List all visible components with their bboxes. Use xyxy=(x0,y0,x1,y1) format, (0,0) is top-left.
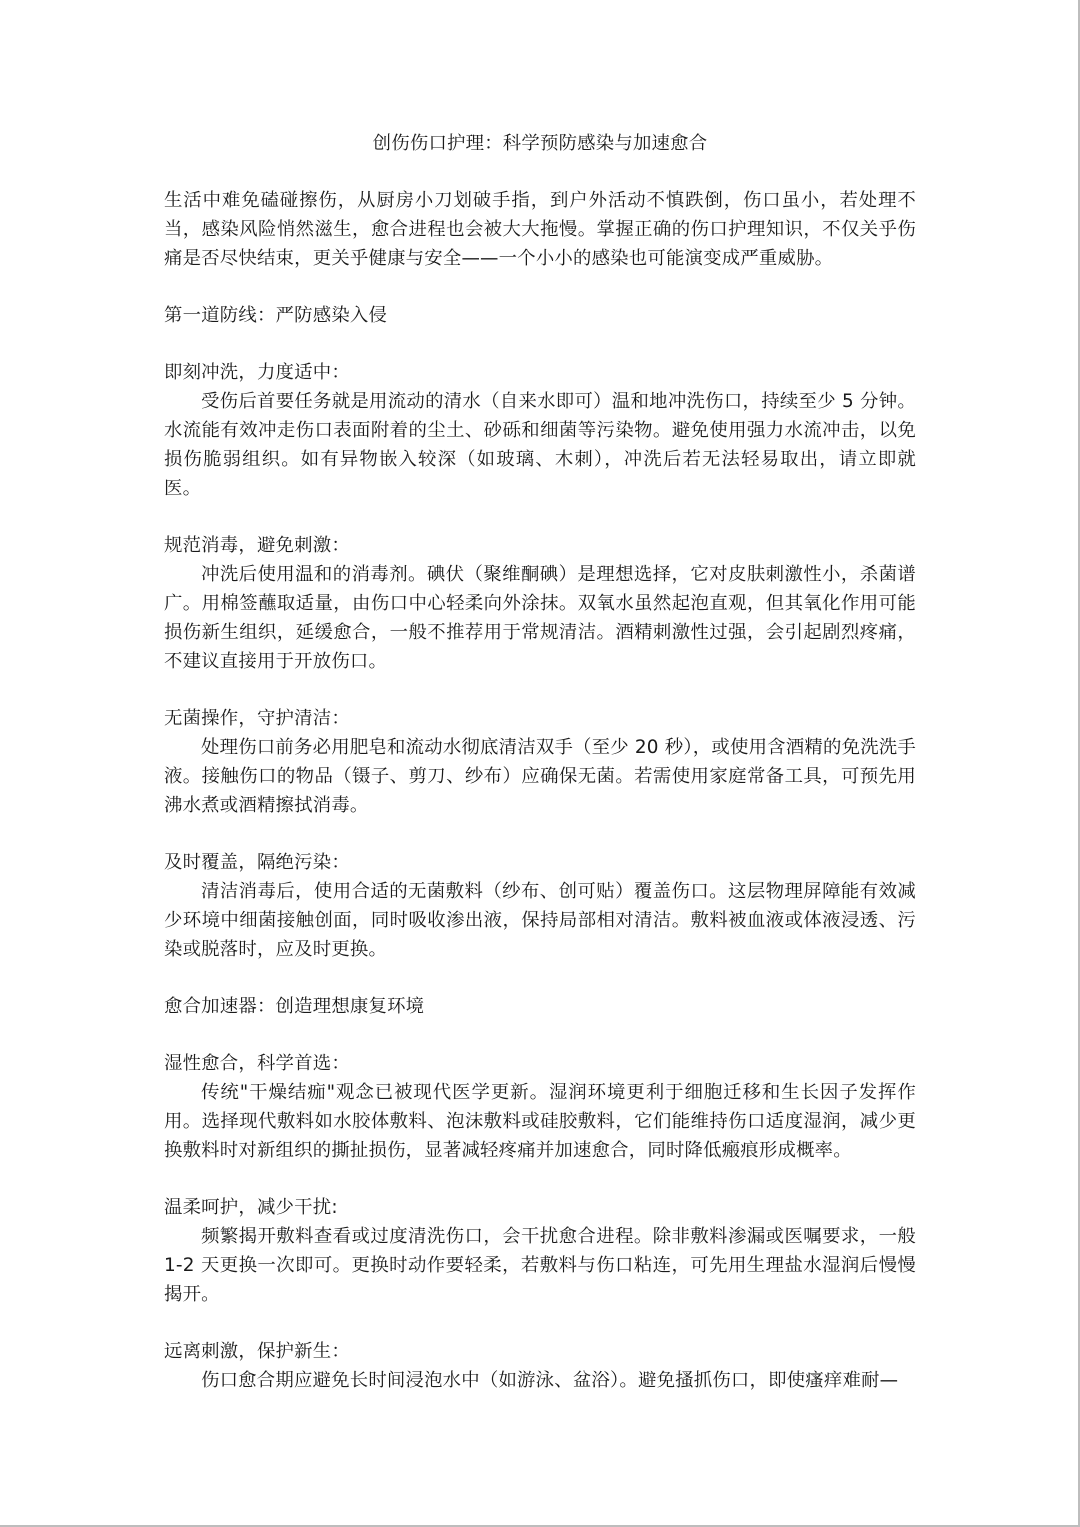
item-heading: 温柔呵护，减少干扰: xyxy=(164,1197,338,1218)
item-heading: 规范消毒，避免刺激： xyxy=(164,535,350,556)
item-heading: 即刻冲洗，力度适中： xyxy=(164,362,350,383)
item-body: 受伤后首要任务就是用流动的清水（自来水即可）温和地冲洗伤口，持续至少 5 分钟。水流能有效冲走伤口表面附着的尘土、砂砾和细菌等污染物。避免使用强力水流冲击，以免损伤脆弱组织。如有异物嵌入较深（如玻璃、木刺），冲洗后若无法轻易取出，请立即就医。 xyxy=(164,391,916,499)
section-heading-infection-prevention: 第一道防线：严防感染入侵 xyxy=(164,305,388,326)
item-body: 频繁揭开敷料查看或过度清洗伤口，会干扰愈合进程。除非敷料渗漏或医嘱要求，一般 1-2 天更换一次即可。更换时动作要轻柔，若敷料与伤口粘连，可先用生理盐水湿润后慢慢揭开。 xyxy=(164,1226,916,1305)
item-body: 传统"干燥结痂"观念已被现代医学更新。湿润环境更利于细胞迁移和生长因子发挥作用。选择现代敷料如水胶体敷料、泡沫敷料或硅胶敷料，它们能维持伤口适度湿润，减少更换敷料时对新组织的撕扯损伤，显著减轻疼痛并加速愈合，同时降低瘢痕形成概率。 xyxy=(164,1082,916,1161)
care-item xyxy=(164,358,916,503)
item-body: 冲洗后使用温和的消毒剂。碘伏（聚维酮碘）是理想选择，它对皮肤刺激性小，杀菌谱广。用棉签蘸取适量，由伤口中心轻柔向外涂抹。双氧水虽然起泡直观，但其氧化作用可能损伤新生组织，延缓愈合，一般不推荐用于常规清洁。酒精刺激性过强，会引起剧烈疼痛，不建议直接用于开放伤口。 xyxy=(164,564,916,672)
care-item xyxy=(164,531,916,676)
item-heading: 湿性愈合，科学首选： xyxy=(164,1053,350,1074)
care-item xyxy=(164,848,916,964)
care-item xyxy=(164,1049,916,1165)
care-item xyxy=(164,704,916,820)
item-heading: 远离刺激，保护新生： xyxy=(164,1341,350,1362)
item-body: 处理伤口前务必用肥皂和流动水彻底清洁双手（至少 20 秒），或使用含酒精的免洗洗手液。接触伤口的物品（镊子、剪刀、纱布）应确保无菌。若需使用家庭常备工具，可预先用沸水煮或酒精擦拭消毒。 xyxy=(164,737,916,816)
document-title: 创伤伤口护理：科学预防感染与加速愈合 xyxy=(372,133,708,154)
item-body: 清洁消毒后，使用合适的无菌敷料（纱布、创可贴）覆盖伤口。这层物理屏障能有效减少环境中细菌接触创面，同时吸收渗出液，保持局部相对清洁。敷料被血液或体液浸透、污染或脱落时，应及时更换。 xyxy=(164,881,916,960)
section-heading-healing-accelerator: 愈合加速器：创造理想康复环境 xyxy=(164,996,425,1017)
document-content xyxy=(164,129,916,1423)
care-item xyxy=(164,1193,916,1309)
item-heading: 及时覆盖，隔绝污染： xyxy=(164,852,350,873)
item-body: 伤口愈合期应避免长时间浸泡水中（如游泳、盆浴）。避免搔抓伤口，即使瘙痒难耐— xyxy=(201,1370,899,1391)
item-heading: 无菌操作，守护清洁： xyxy=(164,708,350,729)
intro-paragraph: 生活中难免磕碰擦伤，从厨房小刀划破手指，到户外活动不慎跌倒，伤口虽小，若处理不当，感染风险悄然滋生，愈合进程也会被大大拖慢。掌握正确的伤口护理知识，不仅关乎伤痛是否尽快结束，更关乎健康与安全——一个小小的感染也可能演变成严重威胁。 xyxy=(164,190,916,269)
care-item xyxy=(164,1337,916,1395)
